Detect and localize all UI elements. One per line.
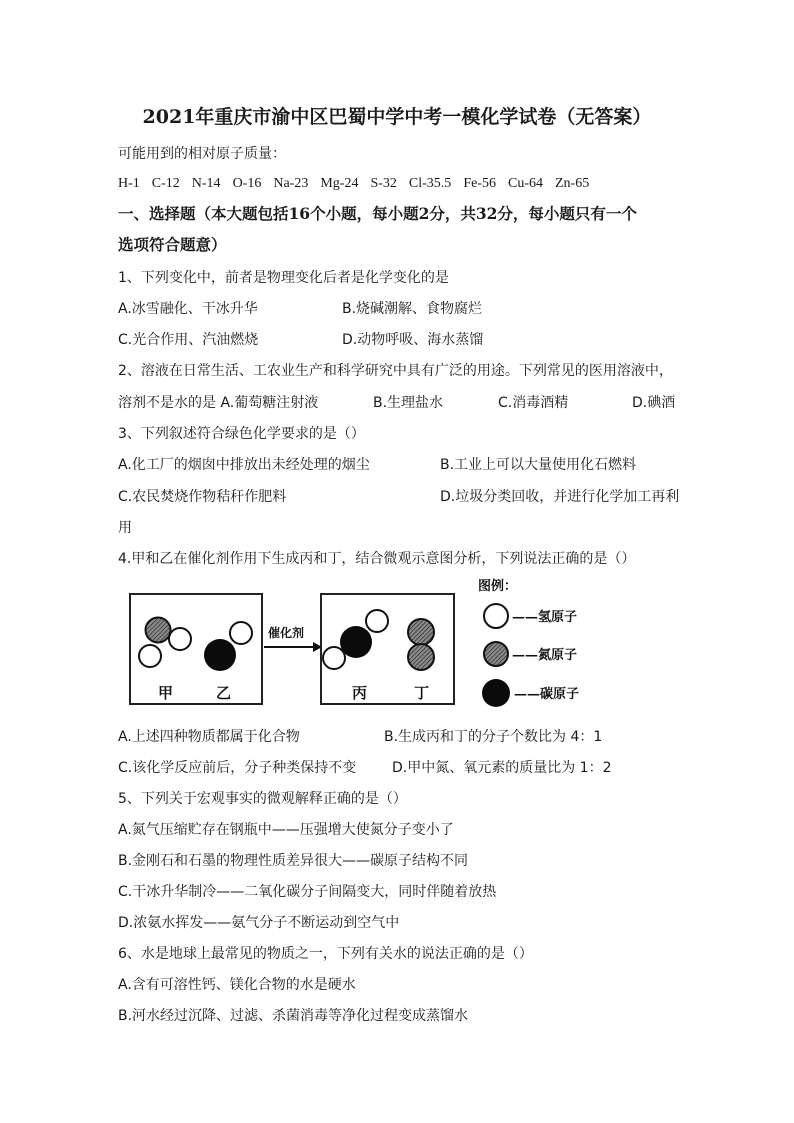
nitrogen-atom xyxy=(408,619,434,645)
q1-option-c: C.光合作用、汽油燃烧 xyxy=(118,332,259,348)
legend-nitrogen-icon xyxy=(484,642,508,666)
q6-option-a: A.含有可溶性钙、镁化合物的水是硬水 xyxy=(118,977,356,993)
q3-option-c: C.农民焚烧作物秸秆作肥料 xyxy=(118,489,287,505)
hydrogen-atom xyxy=(169,628,191,650)
question-3-stem: 3、下列叙述符合绿色化学要求的是（） xyxy=(118,426,365,442)
q2-option-d: D.碘酒 xyxy=(632,395,676,411)
hydrogen-atom xyxy=(366,610,388,632)
mass-item: C-12 xyxy=(151,176,180,191)
q3-option-d-cont: 用 xyxy=(118,520,132,536)
label-bing: 丙 xyxy=(352,684,368,702)
mass-item: Na-23 xyxy=(273,176,309,191)
nitrogen-atom xyxy=(408,644,434,670)
mass-item: N-14 xyxy=(191,176,221,191)
legend-hydrogen-icon xyxy=(484,604,508,628)
molecule-reaction-diagram xyxy=(118,577,618,709)
section-heading: 一、选择题（本大题包括16个小题，每小题2分，共32分，每小题只有一个 xyxy=(118,204,637,223)
question-1-stem: 1、下列变化中，前者是物理变化后者是化学变化的是 xyxy=(118,270,449,286)
q2-option-c: C.消毒酒精 xyxy=(498,395,569,411)
atomic-mass-intro: 可能用到的相对原子质量： xyxy=(118,146,286,162)
q4-option-d: D.甲中氮、氧元素的质量比为 1：2 xyxy=(392,760,612,776)
q5-option-b: B.金刚石和石墨的物理性质差异很大——碳原子结构不同 xyxy=(118,853,469,869)
legend-carbon-icon xyxy=(482,679,510,707)
q1-option-a: A.冰雪融化、干冰升华 xyxy=(118,301,258,317)
q1-option-d: D.动物呼吸、海水蒸馏 xyxy=(342,332,484,348)
q3-option-d: D.垃圾分类回收，并进行化学加工再利 xyxy=(440,489,680,505)
q4-option-a: A.上述四种物质都属于化合物 xyxy=(118,729,300,745)
hydrogen-atom xyxy=(230,622,252,644)
hydrogen-atom xyxy=(139,645,161,667)
atomic-mass-list xyxy=(118,174,601,194)
mass-item: S-32 xyxy=(370,176,397,191)
mass-item: H-1 xyxy=(118,176,140,191)
hydrogen-atom xyxy=(323,647,345,669)
question-5-stem: 5、下列关于宏观事实的微观解释正确的是（） xyxy=(118,791,407,807)
question-4-stem: 4.甲和乙在催化剂作用下生成丙和丁，结合微观示意图分析，下列说法正确的是（） xyxy=(118,551,636,567)
catalyst-label: 催化剂 xyxy=(268,626,305,640)
q5-option-d: D.浓氨水挥发——氨气分子不断运动到空气中 xyxy=(118,915,400,931)
q2-option-b: B.生理盐水 xyxy=(373,395,444,411)
q5-option-c: C.干冰升华制冷——二氧化碳分子间隔变大，同时伴随着放热 xyxy=(118,884,497,900)
mass-item: Fe-56 xyxy=(463,176,496,191)
q3-option-b: B.工业上可以大量使用化石燃料 xyxy=(440,457,637,473)
q6-option-b: B.河水经过沉降、过滤、杀菌消毒等净化过程变成蒸馏水 xyxy=(118,1008,469,1024)
carbon-atom xyxy=(204,639,236,671)
legend-nitrogen-label: ——氮原子 xyxy=(512,648,578,663)
legend-hydrogen-label: ——氢原子 xyxy=(512,610,578,625)
q1-option-b: B.烧碱潮解、食物腐烂 xyxy=(342,301,483,317)
label-jia: 甲 xyxy=(158,684,174,702)
q4-option-c: C.该化学反应前后，分子种类保持不变 xyxy=(118,760,357,776)
label-yi: 乙 xyxy=(216,684,232,702)
q2-stem-option-a: 溶剂不是水的是 A.葡萄糖注射液 xyxy=(118,395,319,411)
q3-option-a: A.化工厂的烟囱中排放出未经处理的烟尘 xyxy=(118,457,370,473)
label-ding: 丁 xyxy=(414,684,430,702)
page-title: 2021年重庆市渝中区巴蜀中学中考一模化学试卷（无答案） xyxy=(142,106,652,128)
question-2-stem: 2、溶液在日常生活、工农业生产和科学研究中具有广泛的用途。下列常见的医用溶液中， xyxy=(118,363,673,379)
question-6-stem: 6、水是地球上最常见的物质之一，下列有关水的说法正确的是（） xyxy=(118,946,533,962)
mass-item: Cu-64 xyxy=(507,176,543,191)
nitrogen-atom xyxy=(146,618,171,643)
legend-carbon-label: ——碳原子 xyxy=(514,687,580,702)
mass-item: Cl-35.5 xyxy=(408,176,452,191)
mass-item: Mg-24 xyxy=(320,176,359,191)
section-heading-cont: 选项符合题意） xyxy=(118,235,227,254)
q4-option-b: B.生成丙和丁的分子个数比为 4：1 xyxy=(384,729,603,745)
mass-item: O-16 xyxy=(232,176,262,191)
q5-option-a: A.氮气压缩贮存在钢瓶中——压强增大使氮分子变小了 xyxy=(118,822,454,838)
mass-item: Zn-65 xyxy=(554,176,590,191)
legend-title: 图例： xyxy=(478,579,518,594)
